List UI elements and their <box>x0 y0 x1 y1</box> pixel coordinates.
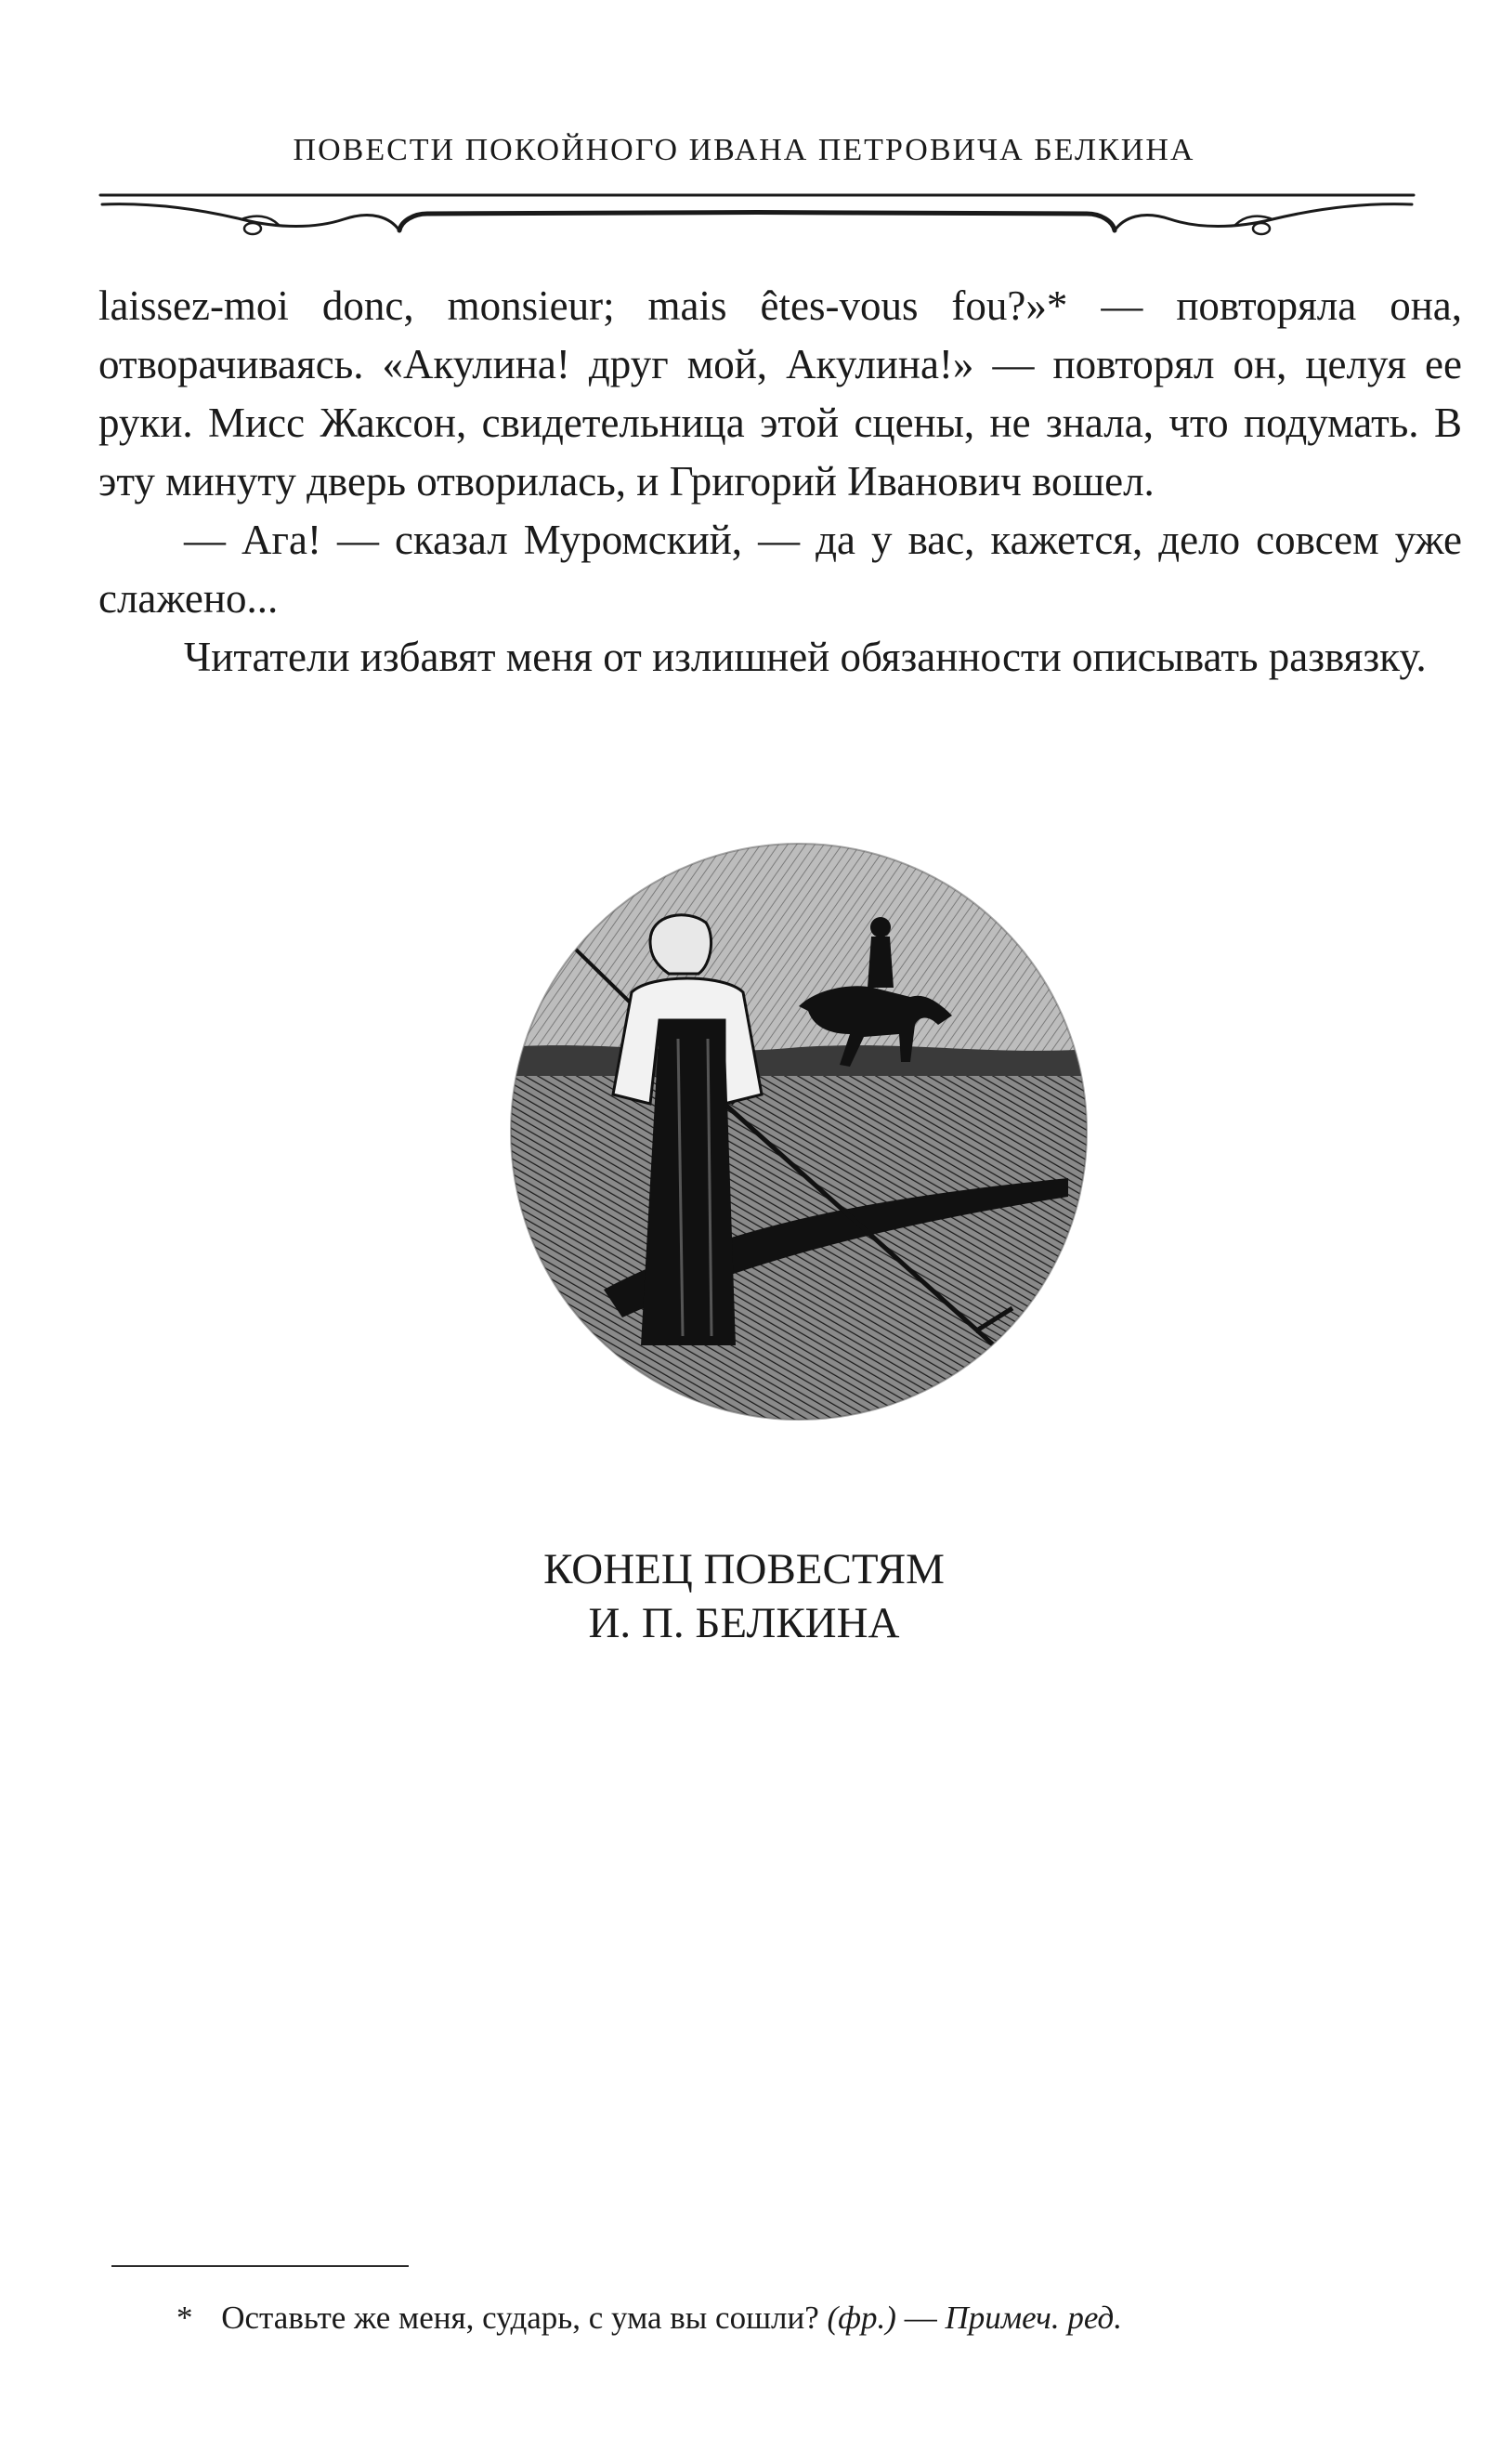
paragraph: laissez-moi donc, monsieur; mais êtes-vous fou?»* — повторяла она, отворачиваясь. «Акулина! друг мой, Акулина!» — повторял он, целуя ее руки. Мисс Жаксон, свидетельница этой сцены, не знала, что подумать. В эту минуту дверь отворилась, и Григорий Иванович вошел. <box>98 282 1462 505</box>
ending-line-2: И. П. БЕЛКИНА <box>588 1599 900 1647</box>
footnote-lang: (фр.) <box>827 2300 896 2336</box>
scroll-flourish-rule-icon <box>93 177 1421 251</box>
engraving-illustration-icon <box>492 825 1105 1438</box>
paragraph: — Ага! — сказал Муромский, — да у вас, кажется, дело совсем уже слажено... <box>98 517 1462 622</box>
footnote-mark: * <box>176 2300 193 2336</box>
running-title: ПОВЕСТИ ПОКОЙНОГО ИВАНА ПЕТРОВИЧА БЕЛКИНА <box>293 133 1195 167</box>
ending-line-1: КОНЕЦ ПОВЕСТЯМ <box>543 1545 945 1593</box>
footnote <box>176 2297 1384 2339</box>
body-text <box>98 277 1462 687</box>
paragraph: Читатели избавят меня от излишней обязанности описывать развязку. <box>184 634 1427 680</box>
footnote-divider <box>111 2265 409 2267</box>
footnote-text: Оставьте же меня, сударь, с ума вы сошли? <box>221 2300 819 2336</box>
footnote-dash: — <box>904 2300 937 2336</box>
ending-caption <box>0 1542 1488 1650</box>
footnote-editor-note: Примеч. ред. <box>945 2300 1122 2336</box>
